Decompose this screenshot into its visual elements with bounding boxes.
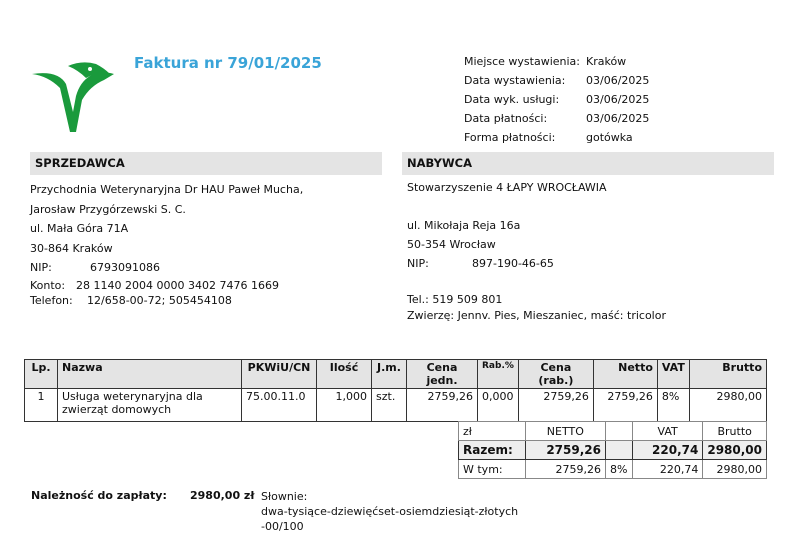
sum-breakdown-net: 2759,26	[525, 460, 605, 479]
sum-rate-header	[605, 422, 632, 441]
cell-lp: 1	[25, 389, 58, 422]
seller-block	[30, 180, 370, 308]
sum-breakdown-rate: 8%	[605, 460, 632, 479]
seller-city: 30-864 Kraków	[30, 241, 113, 255]
summary-total-row	[459, 441, 767, 460]
buyer-street: ul. Mikołaja Reja 16a	[407, 219, 521, 232]
cell-pkwiu: 75.00.11.0	[242, 389, 317, 422]
buyer-heading: NABYWCA	[402, 152, 774, 175]
meta-label: Miejsce wystawienia:	[464, 55, 580, 68]
sum-net-header: NETTO	[525, 422, 605, 441]
sum-total-label: Razem:	[459, 441, 526, 460]
meta-label: Data wystawienia:	[464, 74, 566, 87]
col-lp: Lp.	[25, 360, 58, 389]
col-name: Nazwa	[58, 360, 242, 389]
seller-name-cont: Jarosław Przygórzewski S. C.	[30, 202, 186, 216]
col-qty: Ilość	[317, 360, 372, 389]
sum-total-rate	[605, 441, 632, 460]
cell-vat: 8%	[657, 389, 689, 422]
sum-currency: zł	[459, 422, 526, 441]
cell-unit-price: 2759,26	[407, 389, 478, 422]
cell-net: 2759,26	[593, 389, 657, 422]
invoice-title: Faktura nr 79/01/2025	[134, 54, 322, 72]
seller-phone: 12/658-00-72; 505454108	[87, 293, 232, 307]
sum-gross-header: Brutto	[703, 422, 767, 441]
seller-phone-label: Telefon:	[30, 293, 73, 307]
cell-unit: szt.	[372, 389, 407, 422]
col-unit-price: Cena jedn.	[407, 360, 478, 389]
seller-account-label: Konto:	[30, 278, 66, 292]
seller-account: 28 1140 2004 0000 3402 7476 1669	[76, 278, 279, 292]
meta-value: Kraków	[586, 55, 627, 68]
buyer-nip: 897-190-46-65	[472, 257, 554, 270]
amount-in-words	[261, 489, 518, 534]
col-net: Netto	[593, 360, 657, 389]
invoice-meta	[464, 52, 649, 147]
seller-heading: SPRZEDAWCA	[30, 152, 382, 175]
meta-label: Data płatności:	[464, 112, 548, 125]
cell-discount: 0,000	[478, 389, 519, 422]
words-label: Słownie:	[261, 490, 308, 503]
amount-due-label: Należność do zapłaty:	[31, 489, 167, 502]
meta-value: 03/06/2025	[586, 112, 650, 125]
buyer-nip-label: NIP:	[407, 257, 429, 270]
table-row	[25, 389, 767, 422]
meta-label: Forma płatności:	[464, 131, 556, 144]
clinic-logo	[30, 60, 115, 135]
col-gross: Brutto	[689, 360, 766, 389]
col-discount: Rab.%	[478, 360, 519, 389]
sum-total-vat: 220,74	[632, 441, 702, 460]
summary-table	[458, 421, 767, 479]
col-pkwiu: PKWiU/CN	[242, 360, 317, 389]
meta-value: 03/06/2025	[586, 93, 650, 106]
sum-total-net: 2759,26	[525, 441, 605, 460]
words-line-2: -00/100	[261, 520, 304, 533]
seller-street: ul. Mała Góra 71A	[30, 222, 129, 235]
buyer-block	[407, 178, 777, 324]
seller-nip-label: NIP:	[30, 261, 52, 274]
meta-value: gotówka	[586, 131, 633, 144]
sum-vat-header: VAT	[632, 422, 702, 441]
buyer-name: Stowarzyszenie 4 ŁAPY WROCŁAWIA	[407, 181, 607, 194]
sum-total-gross: 2980,00	[703, 441, 767, 460]
amount-due-value: 2980,00 zł	[190, 489, 255, 502]
cell-qty: 1,000	[317, 389, 372, 422]
col-unit: J.m.	[372, 360, 407, 389]
sum-breakdown-gross: 2980,00	[703, 460, 767, 479]
meta-value: 03/06/2025	[586, 74, 650, 87]
seller-nip: 6793091086	[90, 261, 160, 274]
buyer-city: 50-354 Wrocław	[407, 238, 496, 251]
items-table	[24, 359, 767, 422]
cell-price-disc: 2759,26	[518, 389, 593, 422]
col-price-disc: Cena (rab.)	[518, 360, 593, 389]
buyer-phone: Tel.: 519 509 801	[407, 293, 503, 306]
words-line-1: dwa-tysiące-dziewięćset-osiemdziesiąt-złotych	[261, 505, 519, 518]
summary-header-row	[459, 422, 767, 441]
seller-name: Przychodnia Weterynaryjna Dr HAU Paweł Mucha,	[30, 183, 304, 196]
cell-name: Usługa weterynaryjna dla zwierząt domowych	[58, 389, 242, 422]
items-header-row	[25, 360, 767, 389]
meta-label: Data wyk. usługi:	[464, 93, 560, 106]
sum-breakdown-vat: 220,74	[632, 460, 702, 479]
col-vat: VAT	[657, 360, 689, 389]
summary-breakdown-row	[459, 460, 767, 479]
buyer-animal: Zwierzę: Jennv. Pies, Mieszaniec, maść: tricolor	[407, 309, 666, 322]
cell-gross: 2980,00	[689, 389, 766, 422]
sum-breakdown-label: W tym:	[459, 460, 526, 479]
